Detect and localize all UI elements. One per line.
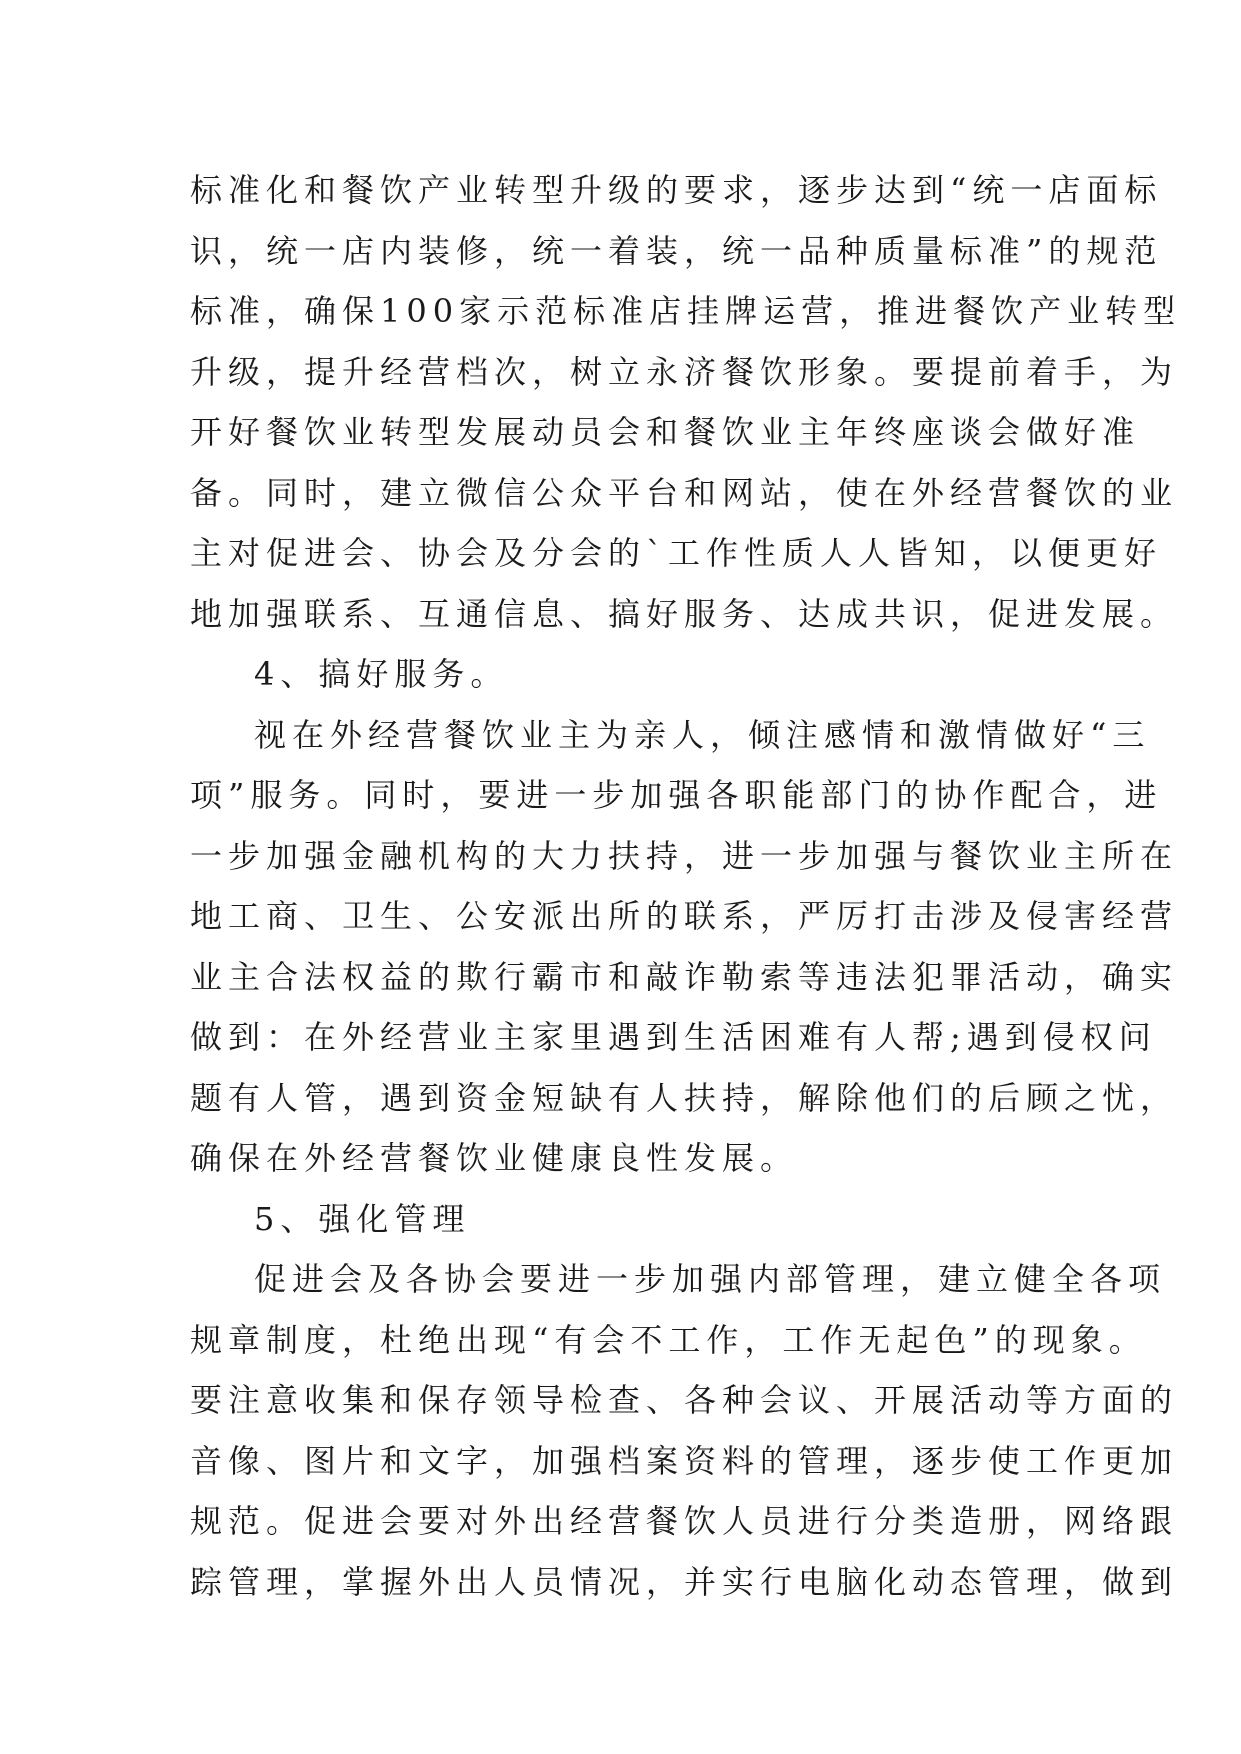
text-line: 标准，确保100家示范标准店挂牌运营，推进餐饮产业转型 bbox=[190, 292, 1182, 330]
text-line: 音像、图片和文字，加强档案资料的管理，逐步使工作更加 bbox=[190, 1441, 1179, 1480]
text-line: 视在外经营餐饮业主为亲人，倾注感情和激情做好“三 bbox=[254, 715, 1151, 754]
text-line: 踪管理，掌握外出人员情况，并实行电脑化动态管理，做到 bbox=[190, 1562, 1179, 1601]
document-body bbox=[190, 160, 1182, 1612]
text-line: 开好餐饮业转型发展动员会和餐饮业主年终座谈会做好准 bbox=[190, 413, 1141, 451]
text-line: 一步加强金融机构的大力扶持，进一步加强与餐饮业主所在 bbox=[190, 836, 1179, 875]
text-line: 业主合法权益的欺行霸市和敲诈勒索等违法犯罪活动，确实 bbox=[190, 957, 1179, 996]
text-line: 确保在外经营餐饮业健康良性发展。 bbox=[190, 1139, 799, 1177]
text-line: 项”服务。同时，要进一步加强各职能部门的协作配合，进 bbox=[190, 776, 1163, 814]
text-line: 升级，提升经营档次，树立永济餐饮形象。要提前着手，为 bbox=[190, 352, 1179, 391]
section-heading: 5、强化管理 bbox=[254, 1199, 471, 1238]
text-line: 标准化和餐饮产业转型升级的要求，逐步达到“统一店面标 bbox=[190, 171, 1163, 209]
text-line: 地工商、卫生、公安派出所的联系，严厉打击涉及侵害经营 bbox=[190, 897, 1179, 935]
text-line: 做到：在外经营业主家里遇到生活困难有人帮;遇到侵权问 bbox=[190, 1018, 1157, 1056]
text-line: 规范。促进会要对外出经营餐饮人员进行分类造册，网络跟 bbox=[190, 1502, 1179, 1540]
text-line: 题有人管，遇到资金短缺有人扶持，解除他们的后顾之忧， bbox=[190, 1078, 1179, 1117]
text-line: 促进会及各协会要进一步加强内部管理，建立健全各项 bbox=[254, 1260, 1167, 1298]
section-heading: 4、搞好服务。 bbox=[254, 655, 509, 693]
text-line: 备。同时，建立微信公众平台和网站，使在外经营餐饮的业 bbox=[190, 473, 1179, 512]
text-line: 规章制度，杜绝出现“有会不工作，工作无起色”的现象。 bbox=[190, 1320, 1147, 1359]
text-line: 识，统一店内装修，统一着装，统一品种质量标准”的规范 bbox=[190, 231, 1163, 270]
text-line: 要注意收集和保存领导检查、各种会议、开展活动等方面的 bbox=[190, 1381, 1179, 1419]
text-line: 主对促进会、协会及分会的`工作性质人人皆知，以便更好 bbox=[190, 534, 1163, 572]
text-line: 地加强联系、互通信息、搞好服务、达成共识，促进发展。 bbox=[190, 594, 1179, 633]
